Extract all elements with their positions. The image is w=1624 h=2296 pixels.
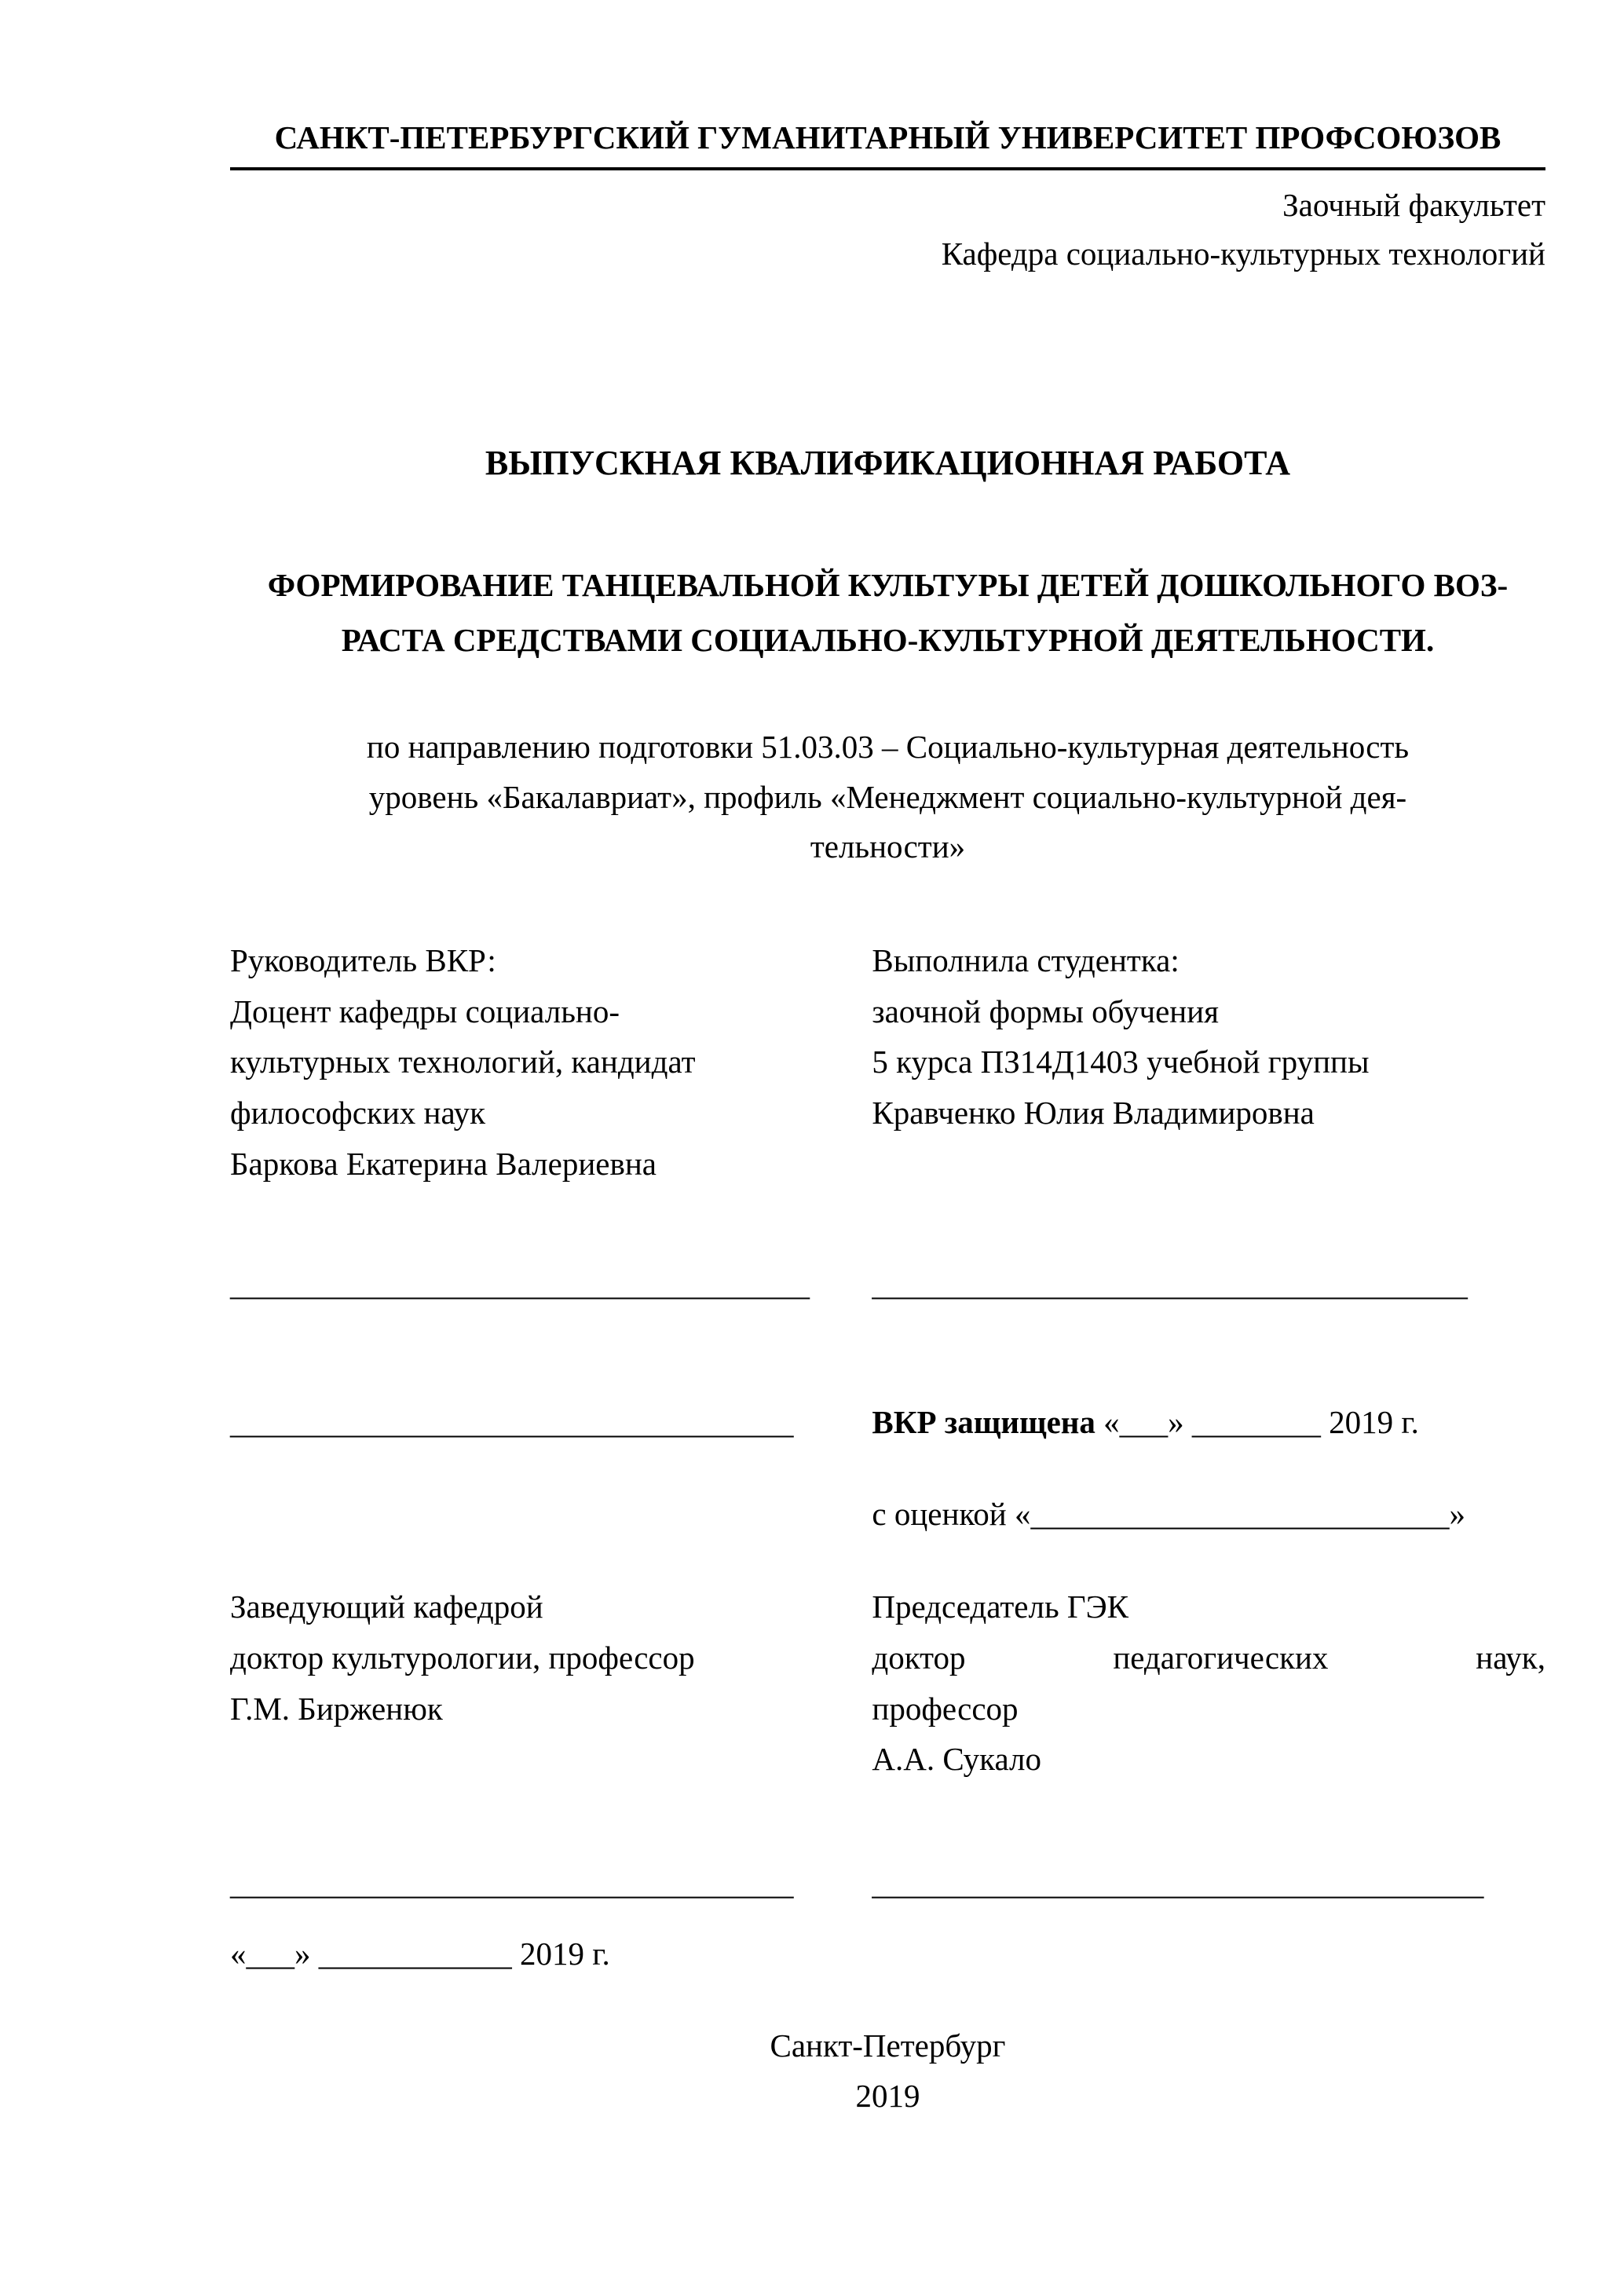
program-line-3: тельности» bbox=[810, 828, 966, 865]
head-title: Заведующий кафедрой bbox=[230, 1589, 543, 1625]
grade-row-spacer bbox=[230, 1490, 872, 1539]
department-name: Кафедра социально-культурных технологий bbox=[941, 235, 1545, 272]
supervisor-line-2: культурных технологий, кандидат bbox=[230, 1044, 696, 1080]
grade-row bbox=[230, 1490, 1545, 1539]
program-info bbox=[230, 722, 1545, 872]
student-signature-line: _____________________________________ bbox=[872, 1265, 1468, 1302]
student-block bbox=[872, 935, 1545, 1190]
defense-line bbox=[872, 1398, 1545, 1447]
bottom-date-line: «___» ____________ 2019 г. bbox=[230, 1935, 610, 1972]
work-type-heading: ВЫПУСКНАЯ КВАЛИФИКАЦИОННАЯ РАБОТА bbox=[485, 444, 1291, 483]
defense-label: ВКР защищена bbox=[872, 1404, 1095, 1441]
city-name: Санкт-Петербург bbox=[770, 2027, 1006, 2064]
chairman-signature-line: ______________________________________ bbox=[872, 1865, 1484, 1902]
thesis-title-line-1: ФОРМИРОВАНИЕ ТАНЦЕВАЛЬНОЙ КУЛЬТУРЫ ДЕТЕЙ ДОШКОЛЬНОГО ВОЗ- bbox=[267, 566, 1509, 603]
supervisor-name: Баркова Екатерина Валериевна bbox=[230, 1145, 657, 1182]
head-signature-line: ___________________________________ bbox=[230, 1865, 794, 1902]
year: 2019 bbox=[855, 2077, 920, 2114]
chairman-degree-line-2: профессор bbox=[872, 1690, 1019, 1727]
university-name: САНКТ-ПЕТЕРБУРГСКИЙ ГУМАНИТАРНЫЙ УНИВЕРСИТЕТ ПРОФСОЮЗОВ bbox=[230, 118, 1545, 170]
people-block bbox=[230, 935, 1545, 1190]
officials-block bbox=[230, 1581, 1545, 1785]
program-line-2: уровень «Бакалавриат», профиль «Менеджмент социально-культурной дея- bbox=[368, 778, 1407, 815]
head-name: Г.М. Бирженюк bbox=[230, 1690, 443, 1727]
student-line-1: заочной формы обучения bbox=[872, 993, 1220, 1029]
student-line-2: 5 курса ПЗ14Д1403 учебной группы bbox=[872, 1044, 1370, 1080]
chairman-degree-word-3: наук, bbox=[1476, 1639, 1545, 1676]
program-line-1: по направлению подготовки 51.03.03 – Социально-культурная деятельность bbox=[366, 729, 1410, 766]
extra-signature-line: ___________________________________ bbox=[230, 1404, 794, 1441]
chairman-name: А.А. Сукало bbox=[872, 1741, 1042, 1778]
signature-row-1 bbox=[230, 1260, 1545, 1309]
supervisor-line-3: философских наук bbox=[230, 1095, 486, 1132]
chairman-degree-word-1: доктор bbox=[872, 1639, 966, 1676]
student-name: Кравченко Юлия Владимировна bbox=[872, 1095, 1315, 1132]
head-degree: доктор культурологии, профессор bbox=[230, 1639, 695, 1676]
faculty-name: Заочный факультет bbox=[1282, 187, 1545, 224]
student-label: Выполнила студентка: bbox=[872, 941, 1180, 978]
thesis-title-line-2: РАСТА СРЕДСТВАМИ СОЦИАЛЬНО-КУЛЬТУРНОЙ ДЕЯТЕЛЬНОСТИ. bbox=[341, 621, 1435, 658]
signature-row-3 bbox=[230, 1859, 1545, 1908]
chairman-block bbox=[872, 1581, 1545, 1785]
supervisor-block bbox=[230, 935, 872, 1190]
chairman-degree-line bbox=[872, 1632, 1545, 1684]
chairman-degree-word-2: педагогических bbox=[1113, 1639, 1329, 1676]
chairman-title: Председатель ГЭК bbox=[872, 1589, 1129, 1625]
defense-date-blank: «___» ________ 2019 г. bbox=[1103, 1404, 1419, 1441]
supervisor-signature-line: ____________________________________ bbox=[230, 1265, 810, 1302]
head-of-department-block bbox=[230, 1581, 872, 1785]
supervisor-line-1: Доцент кафедры социально- bbox=[230, 993, 620, 1029]
grade-line: с оценкой «__________________________» bbox=[872, 1495, 1465, 1532]
city-year-block bbox=[230, 2021, 1545, 2121]
thesis-title bbox=[230, 558, 1545, 667]
signature-row-2 bbox=[230, 1398, 1545, 1447]
supervisor-label: Руководитель ВКР: bbox=[230, 941, 496, 978]
